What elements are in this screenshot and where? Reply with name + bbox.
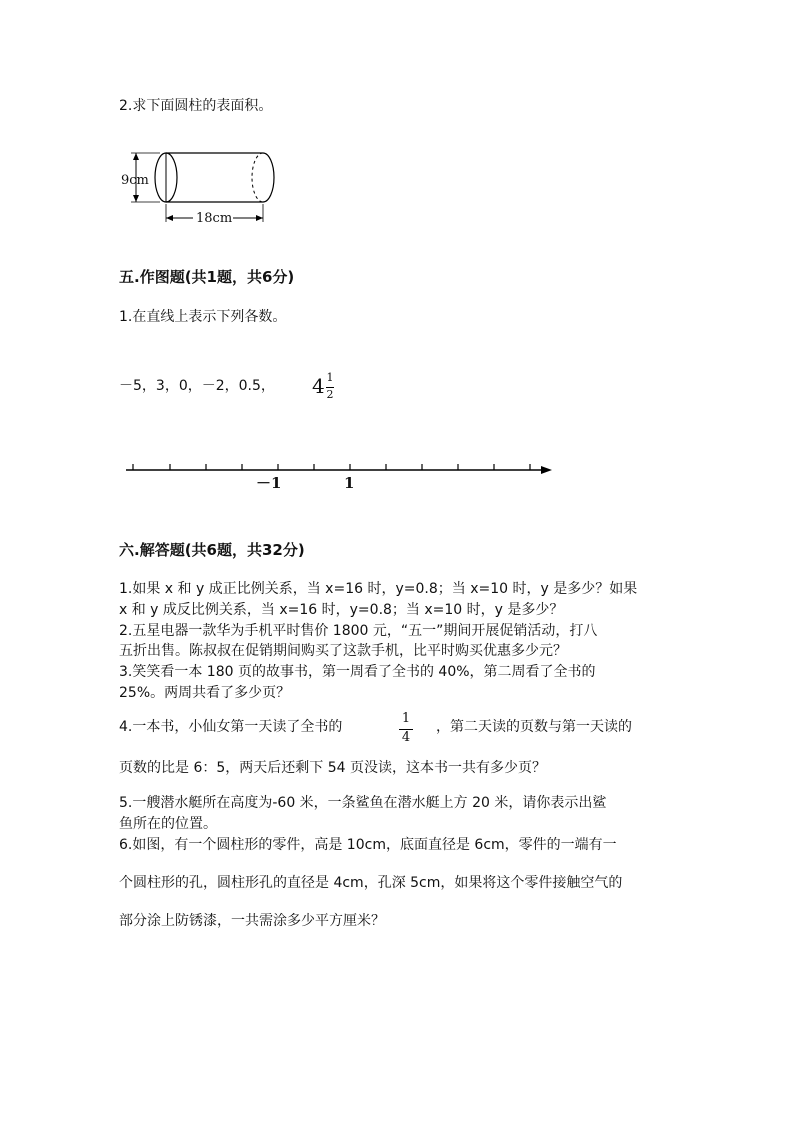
q6-5-line2: 鱼所在的位置。 [119,816,217,832]
q6-4-fraction-denominator: 4 [401,730,411,745]
numbers-list: －5，3，0，－2，0.5， [119,378,275,394]
section6-title: 六.解答题(共6题，共32分) [119,541,305,559]
q6-3-line2: 25%。两周共看了多少页？ [119,685,291,701]
q6-2-line1: 2.五星电器一款华为手机平时售价 1800 元，“五一”期间开展促销活动，打八 [119,623,598,639]
q6-2-line2: 五折出售。陈叔叔在促销期间购买了这款手机，比平时购买优惠多少元？ [119,643,567,659]
section5-title: 五.作图题(共1题，共6分) [119,268,295,286]
q6-6-line1: 6.如图，有一个圆柱形的零件，高是 10cm，底面直径是 6cm，零件的一端有一 [119,837,617,853]
q6-3-line1: 3.笑笑看一本 180 页的故事书，第一周看了全书的 40%，第二周看了全书的 [119,664,596,680]
q6-6-line2: 个圆柱形的孔，圆柱形孔的直径是 4cm，孔深 5cm，如果将这个零件接触空气的 [119,875,623,891]
q6-1-line1: 1.如果 x 和 y 成正比例关系，当 x=16 时，y=0.8；当 x=10 时，y 是多少？如果 [119,581,638,597]
q5-1-title: 1.在直线上表示下列各数。 [119,309,287,325]
cylinder-length-label: 18cm [196,211,233,226]
q6-4-line2: 页数的比是 6：5，两天后还剩下 54 页没读，这本书一共有多少页？ [119,760,546,776]
mixed-number-denominator: 2 [326,388,334,401]
q6-4-part2: ，第二天读的页数与第一天读的 [436,719,632,735]
number-line [124,460,554,480]
q2-title: 2.求下面圆柱的表面积。 [119,98,273,114]
q6-4-fraction-numerator: 1 [401,711,411,726]
number-line-label-pos: 1 [344,474,355,492]
number-line-label-neg: －1 [256,474,282,492]
q6-4-part1: 4.一本书，小仙女第一天读了全书的 [119,719,343,735]
mixed-number-numerator: 1 [326,371,334,384]
mixed-number-whole: 4 [312,374,325,398]
q6-5-line1: 5.一艘潜水艇所在高度为-60 米，一条鲨鱼在潜水艇上方 20 米，请你表示出鲨 [119,795,607,811]
q6-1-line2: x 和 y 成反比例关系，当 x=16 时，y=0.8；当 x=10 时，y 是多少？ [119,602,564,618]
cylinder-height-label: 9cm [121,173,149,188]
q6-6-line3: 部分涂上防锈漆，一共需涂多少平方厘米？ [119,913,385,929]
